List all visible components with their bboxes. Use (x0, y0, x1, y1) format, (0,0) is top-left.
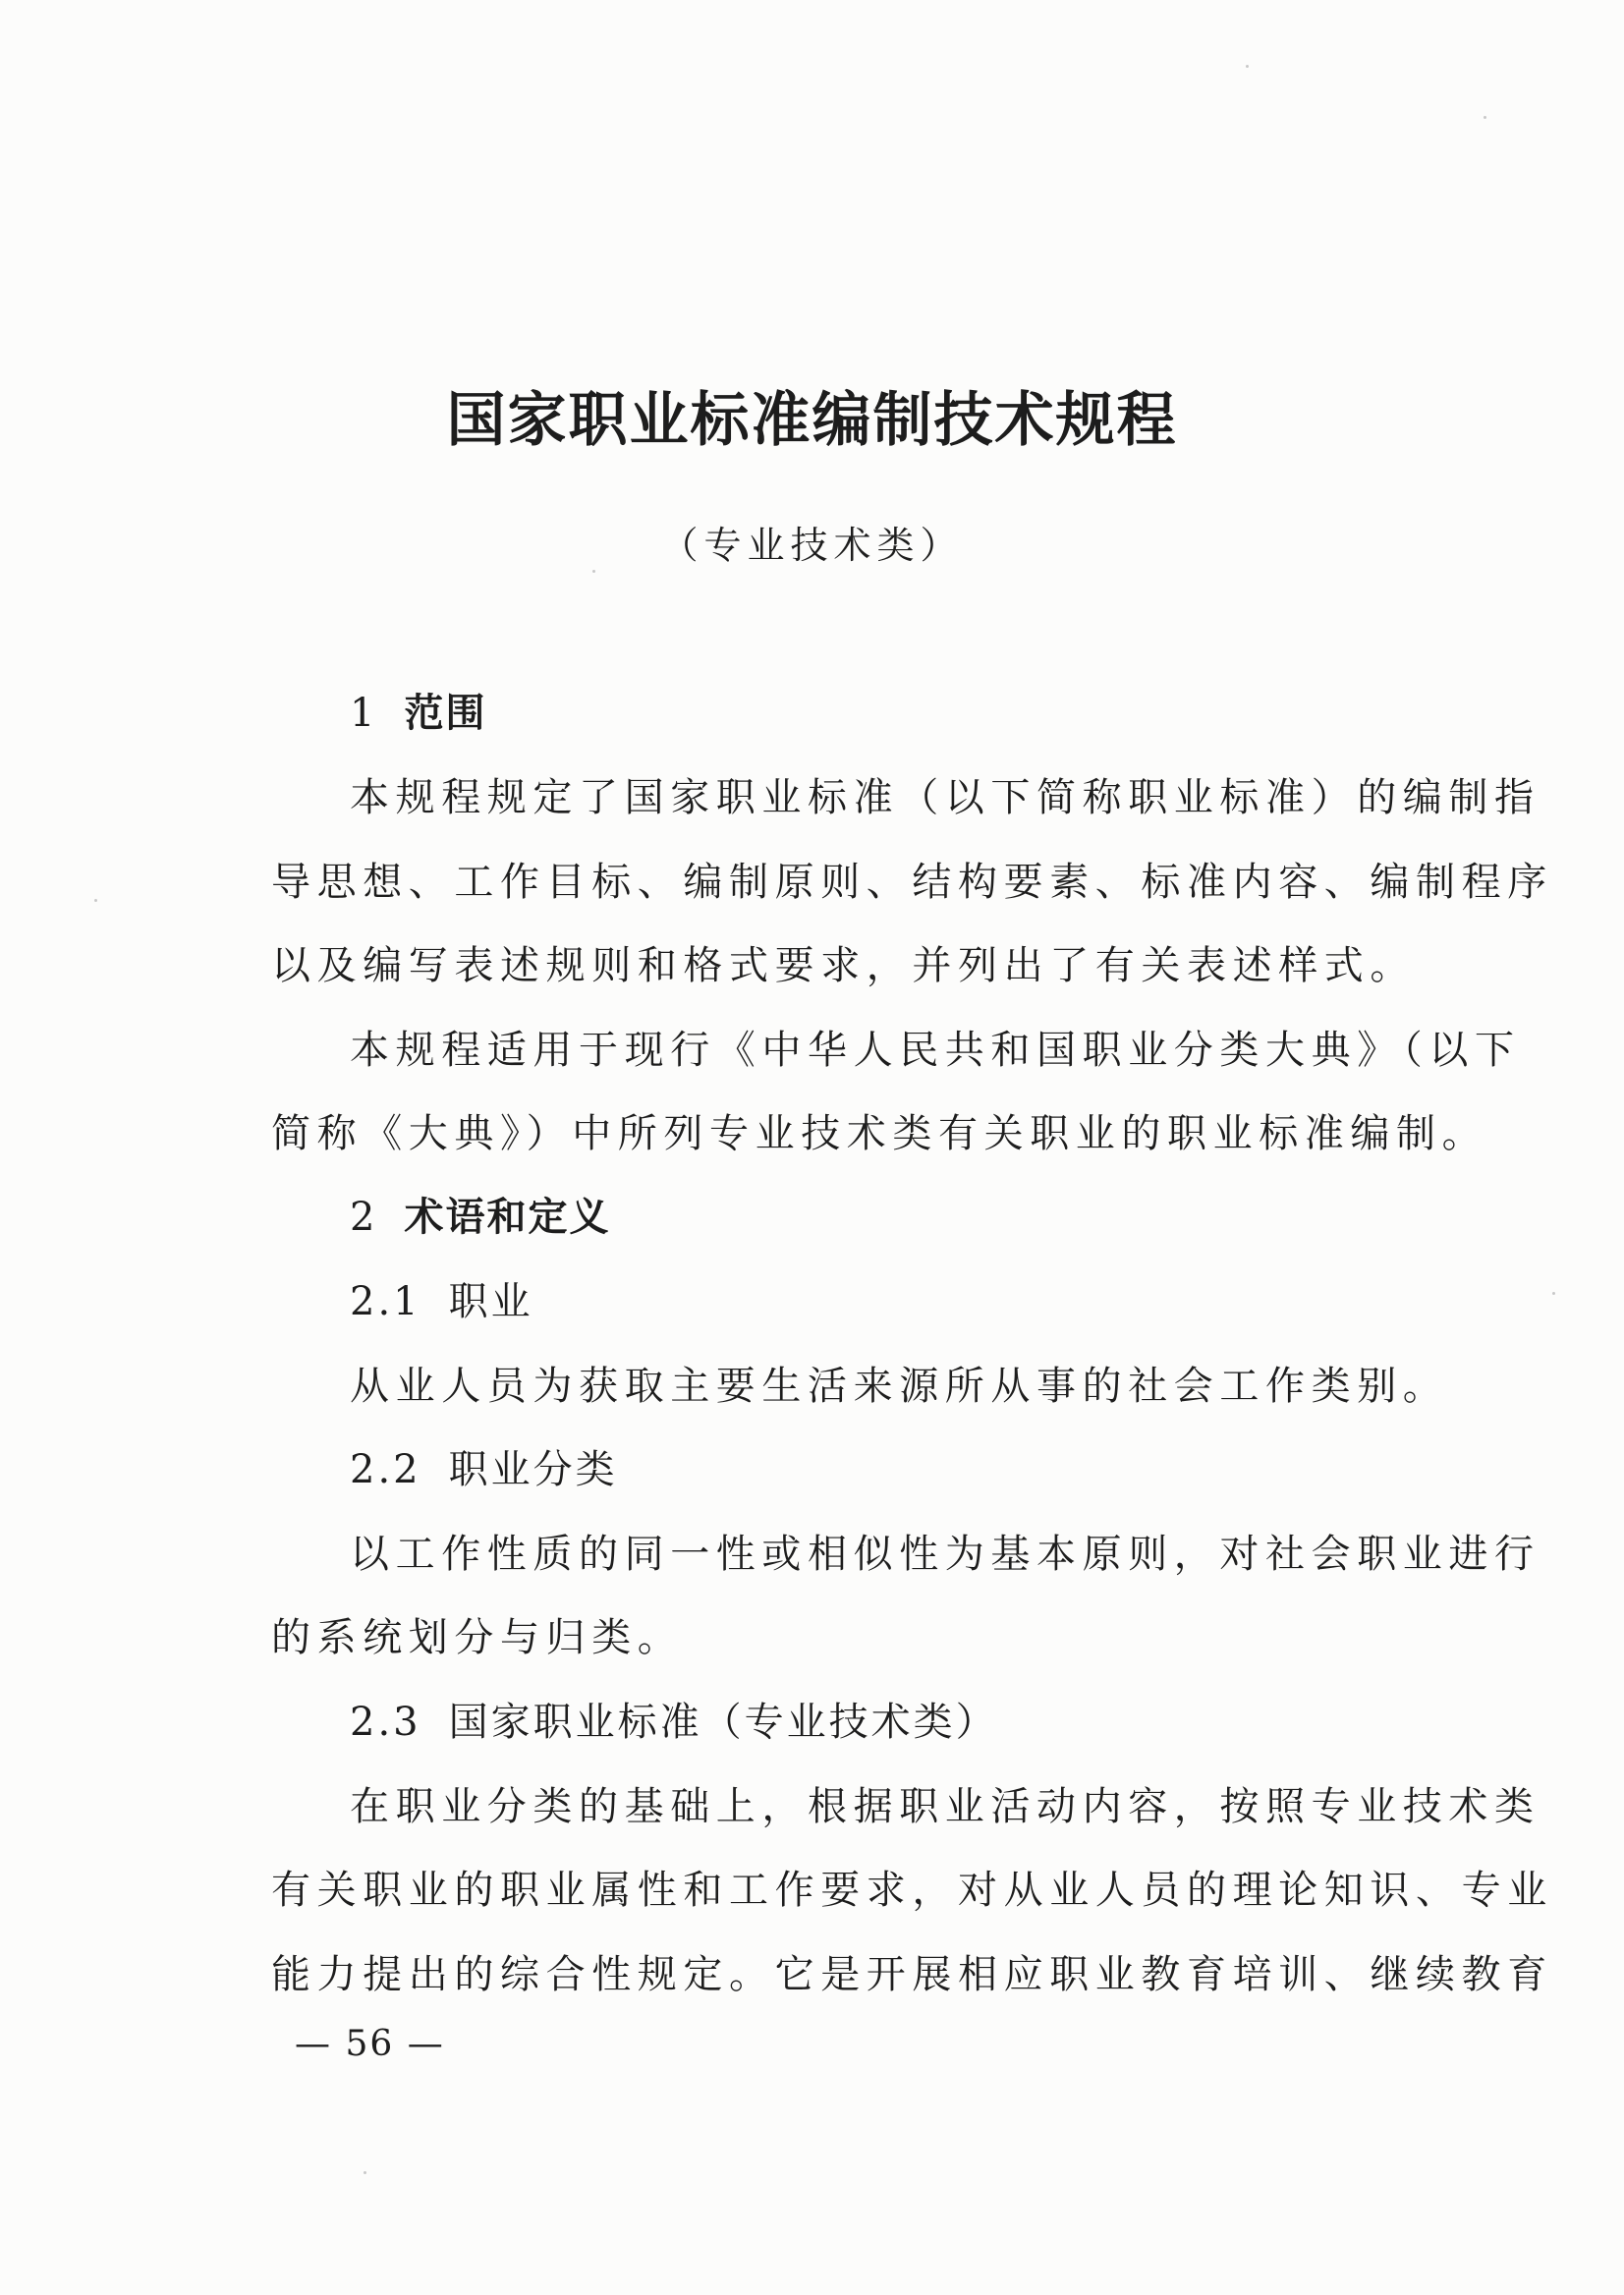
section-number: 2 (350, 1195, 377, 1240)
paragraph-line: 的系统划分与归类。 (271, 1615, 684, 1660)
subsection-number: 2.3 (350, 1700, 421, 1745)
paragraph-line: 从业人员为获取主要生活来源所从事的社会工作类别。 (350, 1364, 1449, 1409)
section-title: 术语和定义 (404, 1195, 611, 1240)
paragraph-line: 在职业分类的基础上，根据职业活动内容，按照专业技术类 (350, 1784, 1540, 1829)
section-heading-1 (350, 684, 1480, 743)
subsection-title: 国家职业标准（专业技术类） (448, 1700, 998, 1745)
paragraph-line: 导思想、工作目标、编制原则、结构要素、标准内容、编制程序 (271, 860, 1553, 905)
paragraph-line: 以及编写表述规则和格式要求，并列出了有关表述样式。 (271, 943, 1416, 988)
scan-speck (1552, 1292, 1555, 1295)
section-number: 1 (350, 691, 377, 736)
subsection-heading-2-1 (350, 1272, 1480, 1331)
subsection-number: 2.1 (350, 1279, 421, 1324)
subsection-heading-2-3 (350, 1693, 1480, 1752)
subsection-number: 2.2 (350, 1447, 421, 1492)
paragraph-line: 本规程规定了国家职业标准（以下简称职业标准）的编制指 (350, 775, 1540, 820)
section-heading-2 (350, 1188, 1480, 1247)
scan-speck (94, 899, 97, 902)
paragraph-line: 简称《大典》）中所列专业技术类有关职业的职业标准编制。 (271, 1111, 1488, 1156)
subsection-title: 职业 (448, 1279, 533, 1324)
paragraph-line: 以工作性质的同一性或相似性为基本原则，对社会职业进行 (350, 1532, 1540, 1577)
document-title: 国家职业标准编制技术规程 (446, 386, 1178, 455)
page-number: — 56 — (295, 2024, 445, 2064)
scan-speck (592, 570, 595, 573)
section-title: 范围 (404, 691, 487, 736)
paragraph-line: 有关职业的职业属性和工作要求，对从业人员的理论知识、专业 (271, 1868, 1553, 1913)
scan-speck (1246, 65, 1249, 68)
scan-speck (364, 2171, 366, 2174)
scan-speck (1484, 116, 1486, 119)
paragraph-line: 本规程适用于现行《中华人民共和国职业分类大典》（以下 (350, 1028, 1521, 1073)
document-subtitle: （专业技术类） (660, 524, 964, 567)
paragraph-line: 能力提出的综合性规定。它是开展相应职业教育培训、继续教育 (271, 1952, 1553, 1997)
subsection-title: 职业分类 (448, 1447, 618, 1492)
subsection-heading-2-2 (350, 1440, 1480, 1499)
